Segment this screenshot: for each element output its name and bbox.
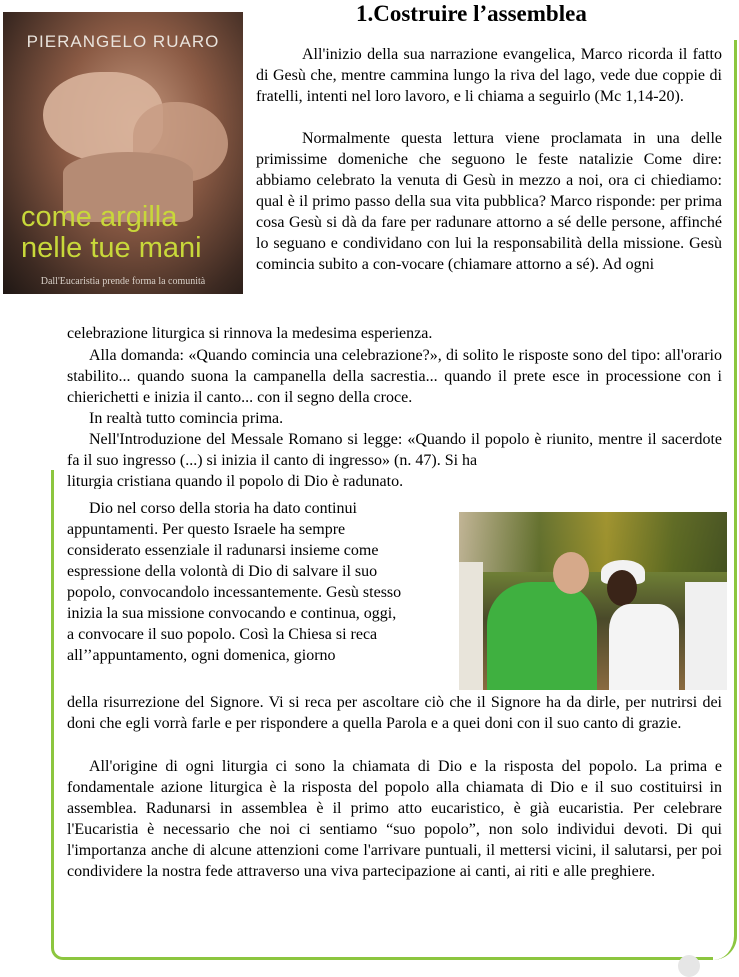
paragraph-3: Alla domanda: «Quando comincia una celebrazione?», di solito le risposte sono del tipo: all'orario stabilito... quando suona la campanella della sacrestia... quando il prete esce in processione con i chierichetti e inizia il canto... con il segno della croce. [67,347,722,406]
photo-woman-head [607,570,637,606]
paragraph-4: In realtà tutto comincia prima. [89,410,284,427]
paragraph-5: Nell'Introduzione del Messale Romano si legge: «Quando il popolo è riunito, mentre il sacerdote fa il suo ingresso (...) si inizia il canto di ingresso» (n. 47). Si ha [67,431,722,469]
cover-title [21,202,243,264]
paragraph-7: All'origine di ogni liturgia ci sono la chiamata di Dio e la risposta del popolo. La prima e fondamentale azione liturgica è la risposta del popolo alla chiamata di Dio e il suo costituirsi in assemblea. Radunarsi in assemblea è il primo atto eucaristico, è già eucaristia. Per celebrare l'Eucaristia è necessario che noi ci sentiamo “suo popolo”, non solo individui devoti. Di qui l'importanza anche di alcune attenzioni come l'arrivare puntuali, il mettersi vicini, il salutarsi, per poi condividere la nostra fede attraverso una viva partecipazione ai canti, ai riti e alle preghiere. [67,758,722,880]
photo-priest-vestment [487,582,597,690]
paragraph-1: All'inizio della sua narrazione evangelica, Marco ricorda il fatto di Gesù che, mentre cammina lungo la riva del lago, vede due coppie di fratelli, intenti nel loro lavoro, e li chiama a seguirlo (Mc 1,14-20). [256,46,722,105]
page-corner-dot [678,955,700,977]
photo-figure-right [685,582,727,690]
paragraph-2-continuation: celebrazione liturgica si rinnova la medesima esperienza. [67,325,433,342]
book-cover-image [3,12,243,294]
cover-subtitle: Dall'Eucaristia prende forma la comunità [40,276,206,287]
page-frame-bottom [63,957,713,960]
paragraph-6: Dio nel corso della storia ha dato continui appuntamenti. Per questo Israele ha sempre considerato essenziale il radunarsi insieme come espressione della volontà di Dio di salvare il suo popolo, convocandolo incessantemente. Gesù stesso inizia la sua missione convocando e continua, oggi, a convocare il suo popolo. Così la Chiesa si reca all’’appuntamento, ogni domenica, giorno [67,500,402,664]
paragraph-5-continuation: liturgia cristiana quando il popolo di Dio è radunato. [67,473,404,489]
page-frame-left [51,470,63,960]
cover-author: PIERANGELO RUARO [26,32,220,51]
photo-background-trees [459,512,727,572]
celebration-photo [459,512,727,690]
page-title: 1.Costruire l’assemblea [356,1,587,26]
paragraph-2: Normalmente questa lettura viene proclamata in una delle primissime domeniche che seguono le feste natalizie Come dire: abbiamo celebrato la venuta di Gesù in mezzo a noi, ora ci chiediamo: qual è il primo passo della sua vita pubblica? Marco risponde: per prima cosa Gesù si dà da fare per radunare attorno a sé delle persone, affinché lo seguano e condividano con lui la responsabilità della missione. Gesù comincia subito a con-vocare (chiamare attorno a sé). Ad ogni [256,130,722,273]
photo-priest-head [553,552,589,594]
photo-figure-left [459,562,483,690]
paragraph-6-continuation: della risurrezione del Signore. Vi si reca per ascoltare ciò che il Signore ha da dirle, per nutrirsi dei doni che egli vorrà farle e per rispondere a quella Parola e a quei doni con il suo canto di grazie. [67,694,722,732]
cover-title-line1: come argilla [21,201,178,233]
cover-title-line2: nelle tue mani [21,232,202,264]
photo-woman-dress [609,604,679,690]
